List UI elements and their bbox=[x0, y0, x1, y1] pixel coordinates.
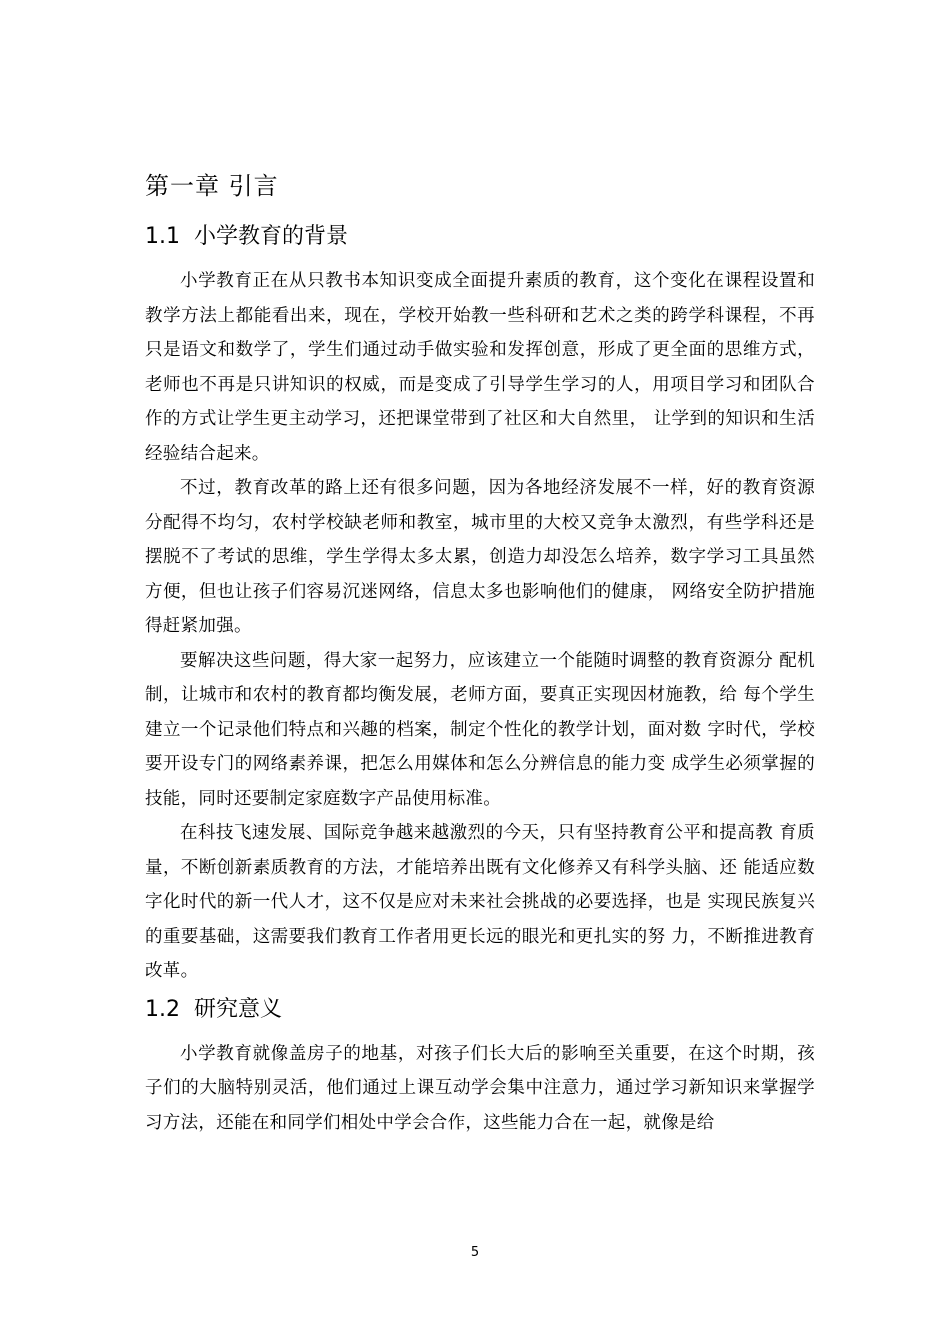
page-number: 5 bbox=[470, 1245, 480, 1260]
section-title-text: 小学教育的背景 bbox=[194, 224, 349, 249]
section-1-2 bbox=[145, 991, 815, 1141]
section-heading bbox=[145, 218, 815, 256]
page-content bbox=[145, 166, 815, 1142]
paragraph: 要解决这些问题，得大家一起努力，应该建立一个能随时调整的教育资源分 配机制，让城市和农村的教育都均衡发展，老师方面，要真正实现因材施教，给 每个学生建立一个记录他们特点和兴趣的档案，制定个性化的教学计划，面对数 字时代，学校要开设专门的网络素养课，把怎么用媒体和怎么分辨信息的能力变 成学生必须掌握的技能，同时还要制定家庭数字产品使用标准。 bbox=[145, 650, 815, 809]
section-title-text: 研究意义 bbox=[194, 996, 283, 1022]
section-heading bbox=[145, 991, 815, 1029]
paragraph: 小学教育正在从只教书本知识变成全面提升素质的教育，这个变化在课程设置和教学方法上都能看出来，现在，学校开始教一些科研和艺术之类的跨学科课程，不再只是语文和数学了，学生们通过动手做实验和发挥创意，形成了更全面的思维方式，老师也不再是只讲知识的权威，而是变成了引导学生学习的人，用项目学习和团队合作的方式让学生更主动学习，还把课堂带到了社区和大自然里， 让学到的知识和生活经验结合起来。 bbox=[145, 271, 815, 464]
section-1-1 bbox=[145, 218, 815, 989]
paragraph: 小学教育就像盖房子的地基，对孩子们长大后的影响至关重要，在这个时期，孩子们的大脑特别灵活，他们通过上课互动学会集中注意力，通过学习新知识来掌握学习方法，还能在和同学们相处中学会合作，这些能力合在一起，就像是给 bbox=[145, 1043, 815, 1133]
paragraph: 在科技飞速发展、国际竞争越来越激烈的今天，只有坚持教育公平和提高教 育质量，不断创新素质教育的方法，才能培养出既有文化修养又有科学头脑、还 能适应数字化时代的新一代人才，这不仅是应对未来社会挑战的必要选择，也是 实现民族复兴的重要基础，这需要我们教育工作者用更长远的眼光和更扎实的努 力，不断推进教育改革。 bbox=[145, 823, 815, 981]
section-number: 1.2 bbox=[145, 996, 180, 1022]
chapter-title: 第一章 引言 bbox=[145, 172, 279, 200]
paragraph: 不过，教育改革的路上还有很多问题，因为各地经济发展不一样，好的教育资源分配得不均匀，农村学校缺老师和教室，城市里的大校又竞争太激烈，有些学科还是摆脱不了考试的思维，学生学得太多太累，创造力却没怎么培养，数字学习工具虽然方便，但也让孩子们容易沉迷网络，信息太多也影响他们的健康， 网络安全防护措施得赶紧加强。 bbox=[145, 478, 815, 636]
section-number: 1.1 bbox=[145, 224, 180, 249]
